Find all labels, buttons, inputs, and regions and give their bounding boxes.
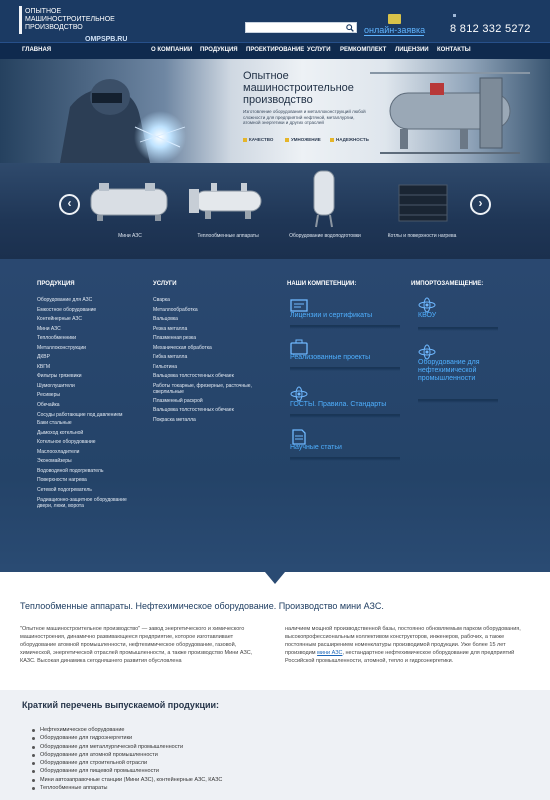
carousel-prev-button[interactable] [59, 194, 80, 215]
paragraph-text: , нестандартное нефтехимическое оборудование для предприятий Российской промышленности, атомной, тепло и гидроэнергетики. [285, 650, 515, 664]
feature-bullet-icon [330, 138, 334, 142]
site-tag: OMPSPB.RU [85, 36, 128, 43]
product-link[interactable]: Баки стальные [37, 420, 72, 427]
service-link[interactable]: Сварка [153, 297, 170, 303]
service-link[interactable]: Механическая обработка [153, 344, 212, 351]
competency-label: Научные статьи [290, 444, 342, 451]
hero-description: Изготовление оборудования и металлоконструкций любой сложности для предприятий нефтяной, металлургии, атомной энергетики и других отраслей [243, 109, 366, 125]
competency-divider [290, 457, 400, 461]
feature-reliability [330, 137, 369, 142]
product-link[interactable]: Экономайзеры [37, 458, 72, 465]
carousel-next-button[interactable] [470, 194, 491, 215]
products-list [37, 296, 137, 511]
nav-item-repair-kit[interactable]: РЕМКОМПЛЕКТ [340, 47, 387, 53]
hero-title: Опытное машиностроительное производство [243, 70, 354, 106]
chevron-right-icon: › [478, 196, 483, 210]
product-link[interactable]: Водоводяной подогреватель [37, 467, 104, 474]
briefcase-icon [290, 339, 308, 355]
content-paragraph-right [285, 625, 533, 665]
nav-item-contacts[interactable]: КОНТАКТЫ [437, 47, 471, 53]
brief-product-list [40, 726, 222, 792]
list-item: Оборудование для строительной отрасли [40, 759, 222, 767]
service-link[interactable]: Плазменная резка [153, 335, 196, 341]
service-link[interactable]: Покраска металла [153, 416, 196, 423]
service-link[interactable]: Металлообработка [153, 306, 198, 313]
product-link[interactable]: Оборудование для АЗС [37, 297, 93, 303]
carousel-item-boilers[interactable] [377, 163, 467, 253]
water-tank-icon [280, 165, 370, 229]
online-request-label: онлайн-заявка [364, 25, 426, 35]
service-link[interactable]: Резка металла [153, 325, 188, 332]
services-list [153, 296, 263, 425]
nav-item-licenses[interactable]: ЛИЦЕНЗИИ [395, 47, 429, 53]
boiler-icon [377, 165, 467, 229]
product-link[interactable]: Теплообменники [37, 335, 77, 341]
product-link[interactable]: Шумоглушители [37, 382, 75, 389]
document-icon [290, 429, 308, 445]
services-column-title: УСЛУГИ [153, 281, 177, 287]
list-item: Мини автозаправочные станции (Мини АЗС), контейнерные АЗС, КАЗС [40, 776, 223, 783]
nav-item-design[interactable]: ПРОЕКТИРОВАНИЕ [246, 47, 305, 53]
hero-banner [0, 59, 550, 163]
feature-growth [285, 137, 321, 142]
service-link[interactable]: Работы токарные, фрезерные, расточные, сверлильные [153, 383, 252, 396]
industrial-equipment-image [370, 63, 530, 163]
list-item: Нефтехимическое оборудование [40, 726, 222, 734]
tank-icon [85, 165, 175, 229]
nav-item-products[interactable]: ПРОДУКЦИЯ [200, 47, 238, 53]
search-icon[interactable] [346, 24, 354, 32]
content-paragraph-left: "Опытное машиностроительное производство" — завод энергетического и химического машиностроения, динамично развивающееся предприятие, которое изготавливает оборудование атомной промышленности, нефтехимическое оборудование, газовой, химической, энергетической отраслей промышленности, а также производство Мини АЗС, КАЗС. Высокая динамика сегодняшнего развития обусловлена [20, 626, 253, 664]
content-title: Теплообменные аппараты. Нефтехимическое оборудование. Производство мини АЗС. [20, 601, 384, 611]
feature-bullet-icon [285, 138, 289, 142]
site-header [0, 0, 550, 42]
carousel-item-mini-azs[interactable] [85, 163, 175, 253]
section-notch [0, 564, 550, 584]
carousel-item-label: Теплообменные аппараты [197, 233, 259, 239]
import-label: Оборудование для нефтехимической промышленности [418, 359, 480, 382]
feature-label: КАЧЕСТВО [249, 137, 274, 142]
carousel-item-label: Оборудование водоподготовки [289, 233, 361, 239]
competency-divider [290, 414, 400, 418]
heat-exchanger-icon [183, 165, 273, 229]
logo-text[interactable]: ОПЫТНОЕ МАШИНОСТРОИТЕЛЬНОЕ ПРОИЗВОДСТВО [25, 8, 115, 31]
online-request-underline [364, 35, 424, 36]
product-link[interactable]: ДКВР [37, 354, 50, 360]
feature-bullet-icon [243, 138, 247, 142]
product-link[interactable]: Поверхности нагрева [37, 477, 87, 484]
product-link[interactable]: Дымоход котельной [37, 429, 84, 436]
product-link[interactable]: Радиационно-защитное оборудование двери, люки, ворота [37, 496, 127, 509]
product-carousel [0, 163, 550, 259]
list-item: Оборудование для атомной промышленности [40, 751, 222, 759]
service-link[interactable]: Гибка металла [153, 354, 188, 360]
product-link[interactable]: Мини АЗС [37, 325, 61, 332]
service-link[interactable]: Гильотина [153, 363, 178, 370]
carousel-item-label: Мини АЗС [118, 233, 142, 239]
atom-icon [418, 344, 436, 360]
product-link[interactable]: КВГМ [37, 363, 51, 370]
competencies-column-title: НАШИ КОМПЕТЕНЦИИ: [287, 281, 357, 287]
service-link[interactable]: Вальцовка [153, 316, 178, 322]
competency-divider [290, 325, 400, 329]
chevron-left-icon: ‹ [67, 196, 72, 210]
competency-label: Реализованные проекты [290, 354, 371, 361]
carousel-item-heat-exchangers[interactable] [183, 163, 273, 253]
feature-label: НАДЕЖНОСТЬ [336, 137, 369, 142]
mini-azs-link[interactable]: мини АЗС [317, 650, 343, 656]
phone-number[interactable]: 8 812 332 5272 [450, 23, 531, 35]
list-item: Оборудование для гидроэнергетики [40, 734, 222, 742]
product-link[interactable]: Фильтры грязевики [37, 373, 82, 379]
import-label: КВОУ [418, 312, 437, 319]
product-link[interactable]: Котельное оборудование [37, 439, 96, 446]
import-divider [418, 327, 498, 331]
list-item: Теплообменные аппараты [40, 784, 222, 792]
nav-item-home[interactable]: ГЛАВНАЯ [22, 47, 52, 53]
import-substitution-title: ИМПОРТОЗАМЕЩЕНИЕ: [411, 281, 484, 287]
service-link[interactable]: Вальцовка толстостенных обечаек [153, 373, 234, 379]
search-input[interactable] [245, 22, 357, 33]
competency-divider [290, 367, 400, 371]
atom-icon [290, 386, 308, 402]
catalog-section [0, 259, 550, 572]
nav-item-services[interactable]: УСЛУГИ [307, 47, 331, 53]
atom-icon [418, 297, 436, 313]
product-link[interactable]: Сетевой подогреватель [37, 486, 92, 493]
main-nav [0, 36, 550, 59]
nav-item-about[interactable]: О КОМПАНИИ [151, 47, 193, 53]
product-link[interactable]: Емкостное оборудование [37, 306, 97, 313]
import-divider [418, 399, 498, 403]
certificate-icon [290, 297, 308, 313]
service-link[interactable]: Плазменный раскрой [153, 397, 203, 404]
carousel-item-label: Котлы и поверхности нагрева [387, 233, 457, 239]
welder-image [40, 67, 190, 163]
request-form-icon [388, 14, 401, 24]
list-item: Оборудование для металлургической промышленности [40, 743, 222, 751]
brief-title: Краткий перечень выпускаемой продукции: [22, 700, 220, 710]
product-link[interactable]: Маслоохладители [37, 448, 80, 455]
product-link[interactable]: Металлоконструкции [37, 344, 86, 351]
phone-marker [453, 14, 456, 17]
logo-bar [19, 6, 22, 34]
product-link[interactable]: Сосуды работающие под давлением [37, 411, 123, 418]
product-link[interactable]: Ресиверы [37, 392, 60, 398]
brief-products-section [0, 690, 550, 800]
feature-quality [243, 137, 273, 142]
product-link[interactable]: Обечайка [37, 401, 60, 408]
carousel-item-water-treatment[interactable] [280, 163, 370, 253]
paragraph-text: наличием мощной производственной базы, постоянно обновляемым парком оборудования, высокопрофессиональным коллективом конструкторов, инженеров, рабочих, а также постоянным расширением номенклатуры производимой продукции. Уже более 15 лет производим [285, 626, 521, 656]
service-link[interactable]: Вальцовка толстостенных обечаек [153, 407, 234, 414]
list-item: Оборудование для пищевой промышленности [40, 767, 222, 775]
competency-label: ГОСТЫ. Правила. Стандарты [290, 401, 387, 408]
competency-label: Лицензии и сертификаты [290, 312, 373, 319]
feature-label: УМНОЖЕНИЕ [291, 137, 321, 142]
online-request-link[interactable] [364, 14, 428, 36]
product-link[interactable]: Контейнерные АЗС [37, 316, 82, 322]
products-column-title: ПРОДУКЦИЯ [37, 281, 75, 287]
